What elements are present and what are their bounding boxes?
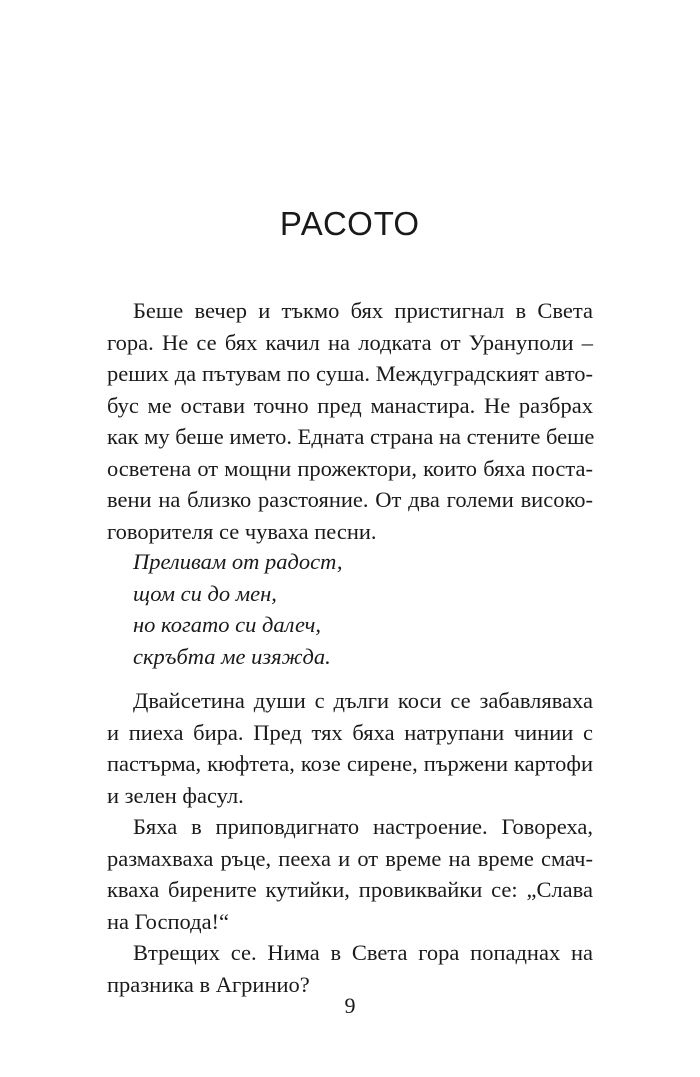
text-line: Беше вечер и тъкмо бях пристигнал в Света <box>133 298 593 323</box>
poem-verse: скръбта ме изяжда. <box>133 643 331 669</box>
text-line: пастърма, кюфтета, козе сирене, пържени картофи <box>107 751 593 776</box>
text-line: вени на близко разстояние. От два големи високо- <box>107 487 593 512</box>
paragraph-1 <box>107 295 593 547</box>
text-line: и пиеха бира. Пред тях бяха натрупани чинии с <box>107 719 593 745</box>
text-line: на Господа!“ <box>107 908 230 934</box>
chapter-title: РАСОТО <box>279 205 421 242</box>
text-line: говорителя се чуваха песни. <box>107 518 377 544</box>
paragraphs-2-4 <box>107 685 593 1000</box>
text-line: Втрещих се. Нима в Света гора попаднах на <box>133 940 593 965</box>
text-line: Бяха в приповдигнато настроение. Говореха, <box>133 814 593 839</box>
page-number: 9 <box>344 993 356 1018</box>
text-line: размахваха ръце, пееха и от време на време смач- <box>107 845 593 871</box>
text-line: кваха бирените кутийки, провиквайки се: „Слава <box>107 877 593 902</box>
poem-quote <box>133 546 343 672</box>
text-line: как му беше името. Едната страна на стените беше <box>107 424 595 449</box>
text-line: гора. Не се бях качил на лодката от Урануполи – <box>107 329 593 355</box>
poem-verse: но когато си далеч, <box>133 612 322 637</box>
poem-verse: щом си до мен, <box>133 580 277 606</box>
text-line: Двайсетина души с дълги коси се забавляваха <box>133 688 593 713</box>
text-line: реших да пътувам по суша. Междуградският авто- <box>107 361 593 386</box>
text-line: осветена от мощни прожектори, които бяха поста- <box>107 455 593 481</box>
text-line: бус ме остави точно пред манастира. Не разбрах <box>107 392 593 418</box>
text-line: празника в Агринио? <box>107 971 310 997</box>
poem-verse: Преливам от радост, <box>133 549 343 574</box>
text-line: и зелен фасул. <box>107 782 244 808</box>
